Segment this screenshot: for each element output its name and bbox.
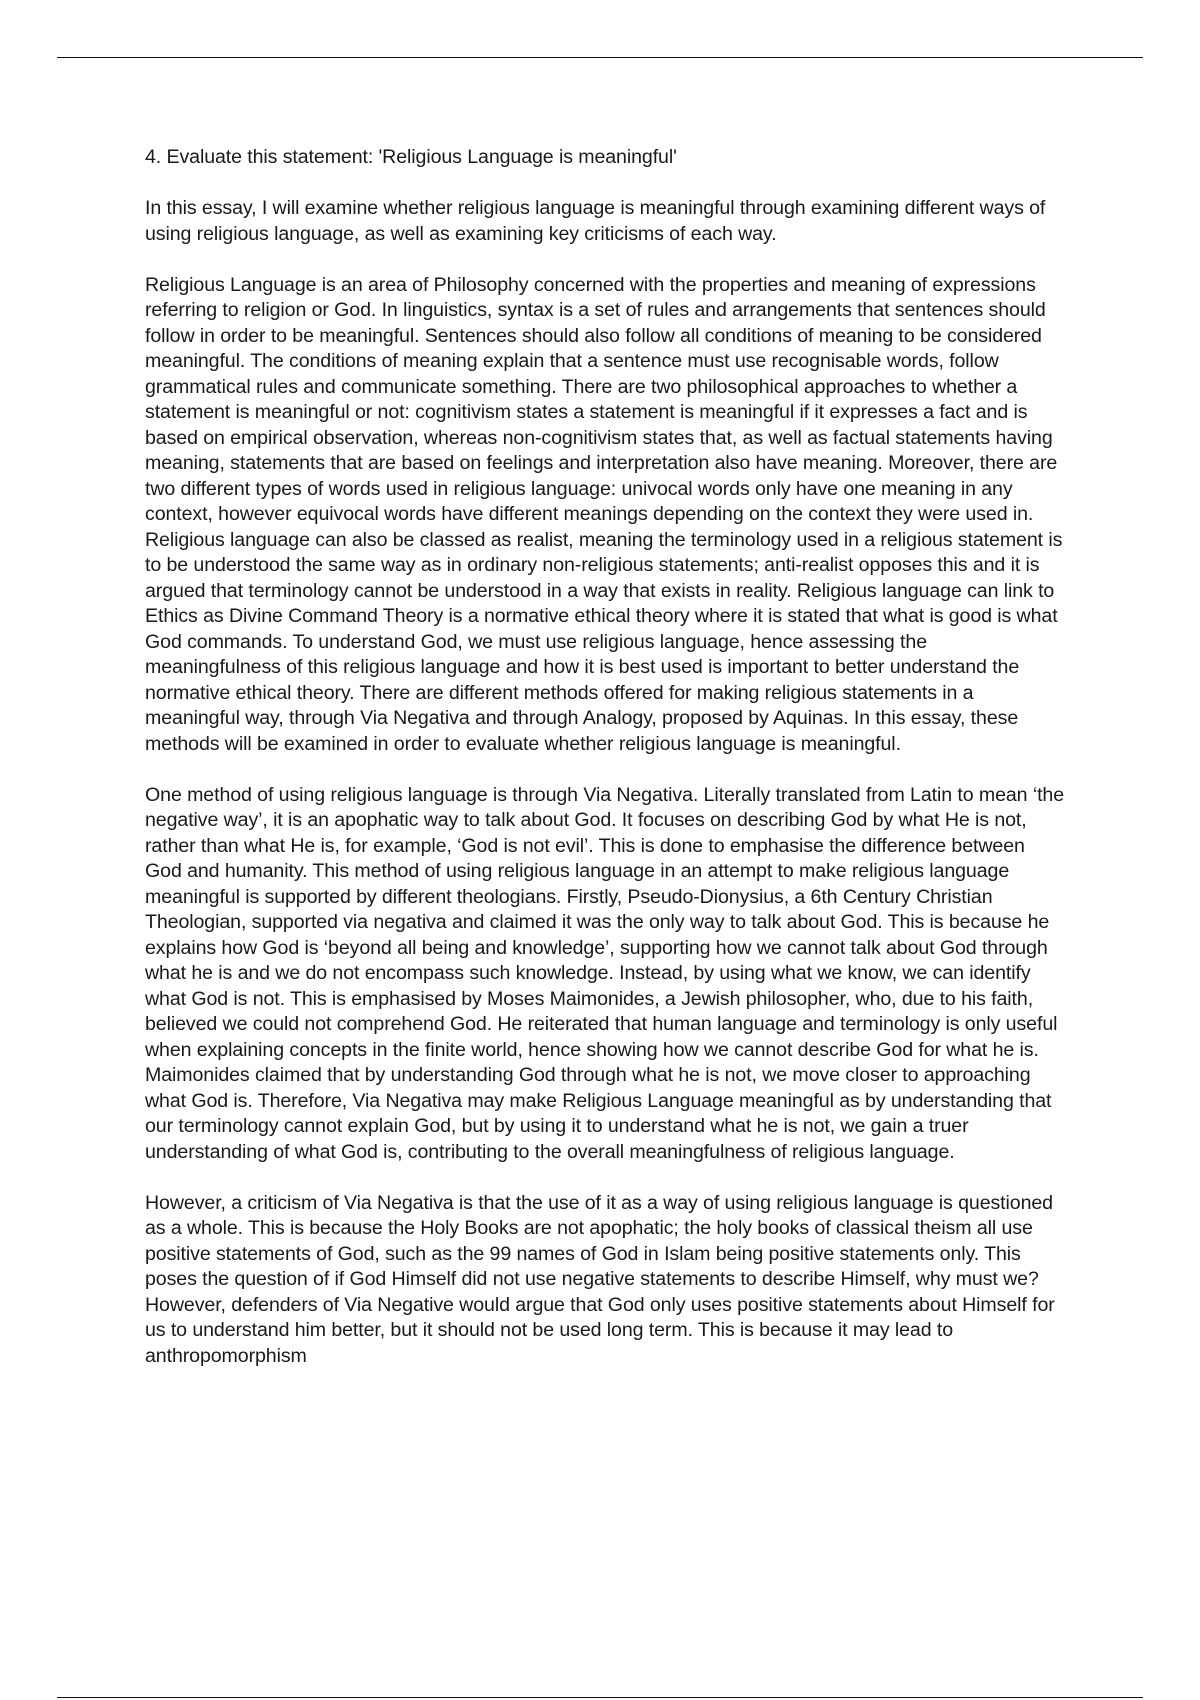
paragraph-criticism: However, a criticism of Via Negativa is that the use of it as a way of using religious language is questioned as a whole. This is because the Holy Books are not apophatic; the holy books of classical theism all use positive statements of God, such as the 99 names of God in Islam being positive statements only. This poses the question of if God Himself did not use negative statements to describe Himself, why must we? However, defenders of Via Negative would argue that God only uses positive statements about Himself for us to understand him better, but it should not be used long term. This is because it may lead to anthropomorphism <box>145 1191 1055 1367</box>
paragraph-via-negativa: One method of using religious language is through Via Negativa. Literally translated from Latin to mean ‘the negative way’, it is an apophatic way to talk about God. It focuses on describing God by what He is not, rather than what He is, for example, ‘God is not evil’. This is done to emphasise the difference between God and humanity. This method of using religious language in an attempt to make religious language meaningful is supported by different theologians. Firstly, Pseudo-Dionysius, a 6th Century Christian Theologian, supported via negativa and claimed it was the only way to talk about God. This is because he explains how God is ‘beyond all being and knowledge’, supporting how we cannot talk about God through what he is and we do not encompass such knowledge. Instead, by using what we know, we can identify what God is not. This is emphasised by Moses Maimonides, a Jewish philosopher, who, due to his faith, believed we could not comprehend God. He reiterated that human language and terminology is only useful when explaining concepts in the finite world, hence showing how we cannot describe God for what he is. Maimonides claimed that by understanding God through what he is not, we move closer to approaching what God is. Therefore, Via Negativa may make Religious Language meaningful as by understanding that our terminology cannot explain God, but by using it to understand what he is not, we gain a truer understanding of what God is, contributing to the overall meaningfulness of religious language. <box>145 783 1065 1163</box>
essay-question: 4. Evaluate this statement: 'Religious Language is meaningful' <box>145 146 677 168</box>
page-bottom-rule <box>57 1697 1143 1698</box>
paragraph-definition: Religious Language is an area of Philosophy concerned with the properties and meaning of expressions referring to religion or God. In linguistics, syntax is a set of rules and arrangements that sentences should follow in order to be meaningful. Sentences should also follow all conditions of meaning to be considered meaningful. The conditions of meaning explain that a sentence must use recognisable words, follow grammatical rules and communicate something. There are two philosophical approaches to whether a statement is meaningful or not: cognitivism states a statement is meaningful if it expresses a fact and is based on empirical observation, whereas non-cognitivism states that, as well as factual statements having meaning, statements that are based on feelings and interpretation also have meaning. Moreover, there are two different types of words used in religious language: univocal words only have one meaning in any context, however equivocal words have different meanings depending on the context they were used in. Religious language can also be classed as realist, meaning the terminology used in a religious statement is to be understood the same way as in ordinary non-religious statements; anti-realist opposes this and it is argued that terminology cannot be understood in a way that exists in reality. Religious language can link to Ethics as Divine Command Theory is a normative ethical theory where it is stated that what is good is what God commands. To understand God, we must use religious language, hence assessing the meaningfulness of this religious language and how it is best used is important to better understand the normative ethical theory. There are different methods offered for making religious statements in a meaningful way, through Via Negativa and through Analogy, proposed by Aquinas. In this essay, these methods will be examined in order to evaluate whether religious language is meaningful. <box>145 273 1063 755</box>
page-top-rule <box>57 57 1143 58</box>
document-body <box>145 145 1065 1395</box>
paragraph-introduction: In this essay, I will examine whether religious language is meaningful through examining different ways of using religious language, as well as examining key criticisms of each way. <box>145 197 1046 245</box>
